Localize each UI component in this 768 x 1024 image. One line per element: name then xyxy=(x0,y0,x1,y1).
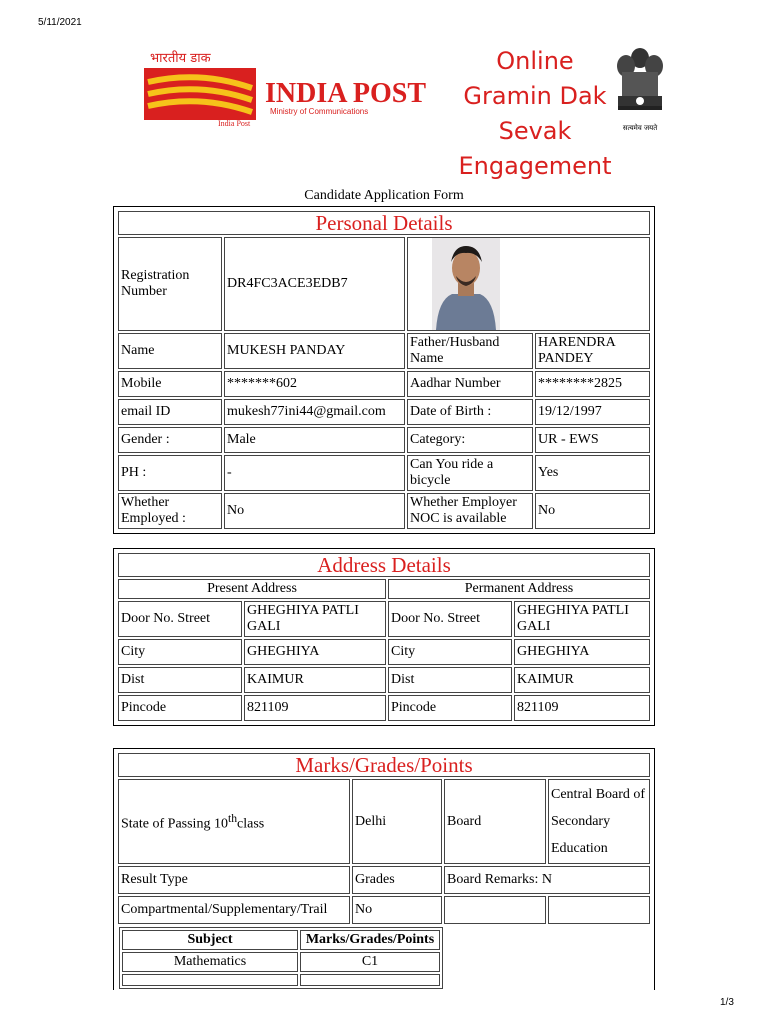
bicycle-label: Can You ride a bicycle xyxy=(407,455,533,491)
gender-value: Male xyxy=(224,427,405,453)
national-emblem-icon xyxy=(612,42,668,136)
board-value: Central Board of Secondary Education xyxy=(548,779,650,864)
subject-marks: C1 xyxy=(300,952,440,972)
gender-label: Gender : xyxy=(118,427,222,453)
noc-label: Whether Employer NOC is available xyxy=(407,493,533,529)
empty-cell xyxy=(300,974,440,986)
present-pincode: 821109 xyxy=(244,695,386,721)
father-label: Father/Husband Name xyxy=(407,333,533,369)
ph-label: PH : xyxy=(118,455,222,491)
address-details-heading: Address Details xyxy=(118,553,650,577)
subjects-wrapper xyxy=(118,926,546,990)
name-value: MUKESH PANDAY xyxy=(224,333,405,369)
email-value: mukesh77ini44@gmail.com xyxy=(224,399,405,425)
mobile-label: Mobile xyxy=(118,371,222,397)
photo-cell xyxy=(407,237,650,331)
empty-cell xyxy=(444,896,546,924)
svg-text:INDIA POST: INDIA POST xyxy=(265,78,427,109)
empty-cell xyxy=(548,896,650,924)
result-type-value: Grades xyxy=(352,866,442,894)
permanent-dist: KAIMUR xyxy=(514,667,650,693)
address-row-label: City xyxy=(118,639,242,665)
dob-label: Date of Birth : xyxy=(407,399,533,425)
name-label: Name xyxy=(118,333,222,369)
board-label: Board xyxy=(444,779,546,864)
result-type-label: Result Type xyxy=(118,866,350,894)
permanent-pincode: 821109 xyxy=(514,695,650,721)
board-remarks: Board Remarks: N xyxy=(444,866,650,894)
mobile-value: *******602 xyxy=(224,371,405,397)
registration-label: Registration Number xyxy=(118,237,222,331)
compartmental-value: No xyxy=(352,896,442,924)
personal-details-heading: Personal Details xyxy=(118,211,650,235)
email-label: email ID xyxy=(118,399,222,425)
empty-cell xyxy=(122,974,298,986)
present-dist: KAIMUR xyxy=(244,667,386,693)
india-post-logo xyxy=(140,48,460,130)
aadhar-label: Aadhar Number xyxy=(407,371,533,397)
empty-cell xyxy=(548,926,650,990)
brand-line-3: Sevak xyxy=(498,117,572,145)
address-row-label: Dist xyxy=(388,667,512,693)
address-row-label: Pincode xyxy=(118,695,242,721)
brand-title xyxy=(455,44,615,184)
state-of-passing-value: Delhi xyxy=(352,779,442,864)
employed-label: Whether Employed : xyxy=(118,493,222,529)
address-details-section xyxy=(113,548,655,726)
category-label: Category: xyxy=(407,427,533,453)
subject-header: Subject xyxy=(122,930,298,950)
permanent-address-header: Permanent Address xyxy=(388,579,650,599)
present-address-header: Present Address xyxy=(118,579,386,599)
svg-text:Ministry of Communications: Ministry of Communications xyxy=(270,107,369,116)
father-value: HARENDRA PANDEY xyxy=(535,333,650,369)
svg-text:India Post: India Post xyxy=(218,119,251,128)
dob-value: 19/12/1997 xyxy=(535,399,650,425)
form-title: Candidate Application Form xyxy=(304,188,464,203)
marks-header: Marks/Grades/Points xyxy=(300,930,440,950)
noc-value: No xyxy=(535,493,650,529)
present-city: GHEGHIYA xyxy=(244,639,386,665)
svg-text:भारतीय डाक: भारतीय डाक xyxy=(150,51,211,66)
bicycle-value: Yes xyxy=(535,455,650,491)
present-door: GHEGHIYA PATLI GALI xyxy=(244,601,386,637)
marks-heading: Marks/Grades/Points xyxy=(118,753,650,777)
svg-text:सत्यमेव जयते: सत्यमेव जयते xyxy=(622,124,658,132)
address-row-label: Dist xyxy=(118,667,242,693)
aadhar-value: ********2825 xyxy=(535,371,650,397)
category-value: UR - EWS xyxy=(535,427,650,453)
candidate-photo xyxy=(432,238,500,330)
address-row-label: City xyxy=(388,639,512,665)
state-of-passing-label: State of Passing 10thclass xyxy=(118,779,350,864)
permanent-door: GHEGHIYA PATLI GALI xyxy=(514,601,650,637)
subject-name: Mathematics xyxy=(122,952,298,972)
brand-line-2: Gramin Dak xyxy=(463,82,607,110)
brand-line-4: Engagement xyxy=(458,152,612,180)
address-row-label: Pincode xyxy=(388,695,512,721)
marks-section xyxy=(113,748,655,990)
compartmental-label: Compartmental/Supplementary/Trail xyxy=(118,896,350,924)
address-row-label: Door No. Street xyxy=(388,601,512,637)
registration-value: DR4FC3ACE3EDB7 xyxy=(224,237,405,331)
ph-value: - xyxy=(224,455,405,491)
permanent-city: GHEGHIYA xyxy=(514,639,650,665)
address-row-label: Door No. Street xyxy=(118,601,242,637)
page-number: 1/3 xyxy=(720,997,734,1008)
print-date: 5/11/2021 xyxy=(38,17,82,28)
brand-line-1: Online xyxy=(496,47,574,75)
employed-value: No xyxy=(224,493,405,529)
personal-details-section xyxy=(113,206,655,534)
